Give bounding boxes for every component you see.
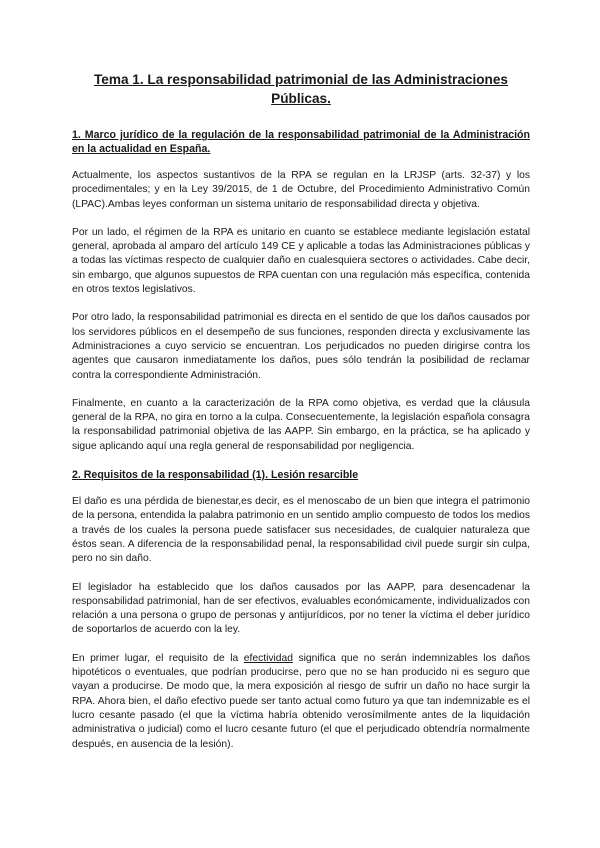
section-1-heading: 1. Marco jurídico de la regulación de la responsabilidad patrimonial de la Administración en la actualidad en España. — [72, 129, 530, 155]
underlined-term: efectividad — [243, 652, 293, 664]
section-1-paragraph-1: Actualmente, los aspectos sustantivos de la RPA se regulan en la LRJSP (arts. 32-37) y los procedimentales; y en la Ley 39/2015, de 1 de Octubre, del Procedimiento Administrativo Común (LPAC).Ambas leyes conforman un sistema unitario de responsabilidad directa y objetiva. — [72, 170, 530, 210]
section-2-paragraph-3 — [72, 652, 530, 752]
section-1-paragraph-3: Por otro lado, la responsabilidad patrimonial es directa en el sentido de que los daños causados por los servidores públicos en el desempeño de sus funciones, responden directa y exclusivamente las Administraciones a cuyo servicio se encuentran. Los perjudicados no pueden dirigirse contra los agentes que causaron inmediatamente los daños, pues sólo tendrán la posibilidad de reclamar contra la correspondiente Administración. — [72, 312, 530, 381]
section-2-paragraph-2: El legislador ha establecido que los daños causados por las AAPP, para desencadenar la responsabilidad patrimonial, han de ser efectivos, evaluables económicamente, individualizados con relación a una persona o grupo de personas y antijurídicos, por no tener la víctima el deber jurídico de soportarlos de acuerdo con la ley. — [72, 581, 530, 636]
section-2-paragraph-1: El daño es una pérdida de bienestar,es decir, es el menoscabo de un bien que integra el patrimonio de la persona, entendida la palabra patrimonio en un sentido amplio compuesto de todos los medios a través de los cuales la persona puede satisfacer sus necesidades, de cualquier naturaleza que éstos sean. A diferencia de la responsabilidad penal, la responsabilidad civil puede surgir sin culpa, pero no sin daño. — [72, 496, 530, 565]
section-1-paragraph-2: Por un lado, el régimen de la RPA es unitario en cuanto se establece mediante legislación estatal general, aprobada al amparo del artículo 149 CE y aplicable a todas las Administraciones públicas y a todas las víctimas respecto de cualquier daño en cualesquiera sectores o actividades. Cabe decir, sin embargo, que algunos supuestos de RPA cuentan con una regulación más específica, contenida en otros textos legislativos. — [72, 226, 530, 296]
paragraph-text-before: En primer lugar, el requisito de la — [72, 652, 244, 664]
paragraph-text-after: significa que no serán indemnizables los daños hipotéticos o eventuales, que podrían producirse, pero que no se han producido ni es seguro que vayan a producirse. De modo que, la mera exposición al riesgo de sufrir un daño no hace surgir la RPA. Ahora bien, el daño efectivo puede ser tanto actual como futuro ya que tan indemnizable es el lucro cesante pasado (el que la víctima habría obtenido verosímilmente antes de la liquidación administrativa o judicial) como el lucro cesante futuro (el que el perjudicado obtendría normalmente después, en ausencia de la lesión). — [72, 652, 530, 750]
section-2-heading: 2. Requisitos de la responsabilidad (1). Lesión resarcible — [72, 469, 359, 482]
section-1-paragraph-4: Finalmente, en cuanto a la caracterización de la RPA como objetiva, es verdad que la cláusula general de la RPA, no gira en torno a la culpa. Consecuentemente, la legislación española consagra la responsabilidad patrimonial objetiva de las AAPP. Sin embargo, en la práctica, se ha aplicado y sigue aplicando aquí una regla general de responsabilidad por negligencia. — [72, 397, 530, 452]
document-page — [72, 70, 530, 766]
document-title: Tema 1. La responsabilidad patrimonial de las Administraciones Públicas. — [94, 72, 508, 106]
